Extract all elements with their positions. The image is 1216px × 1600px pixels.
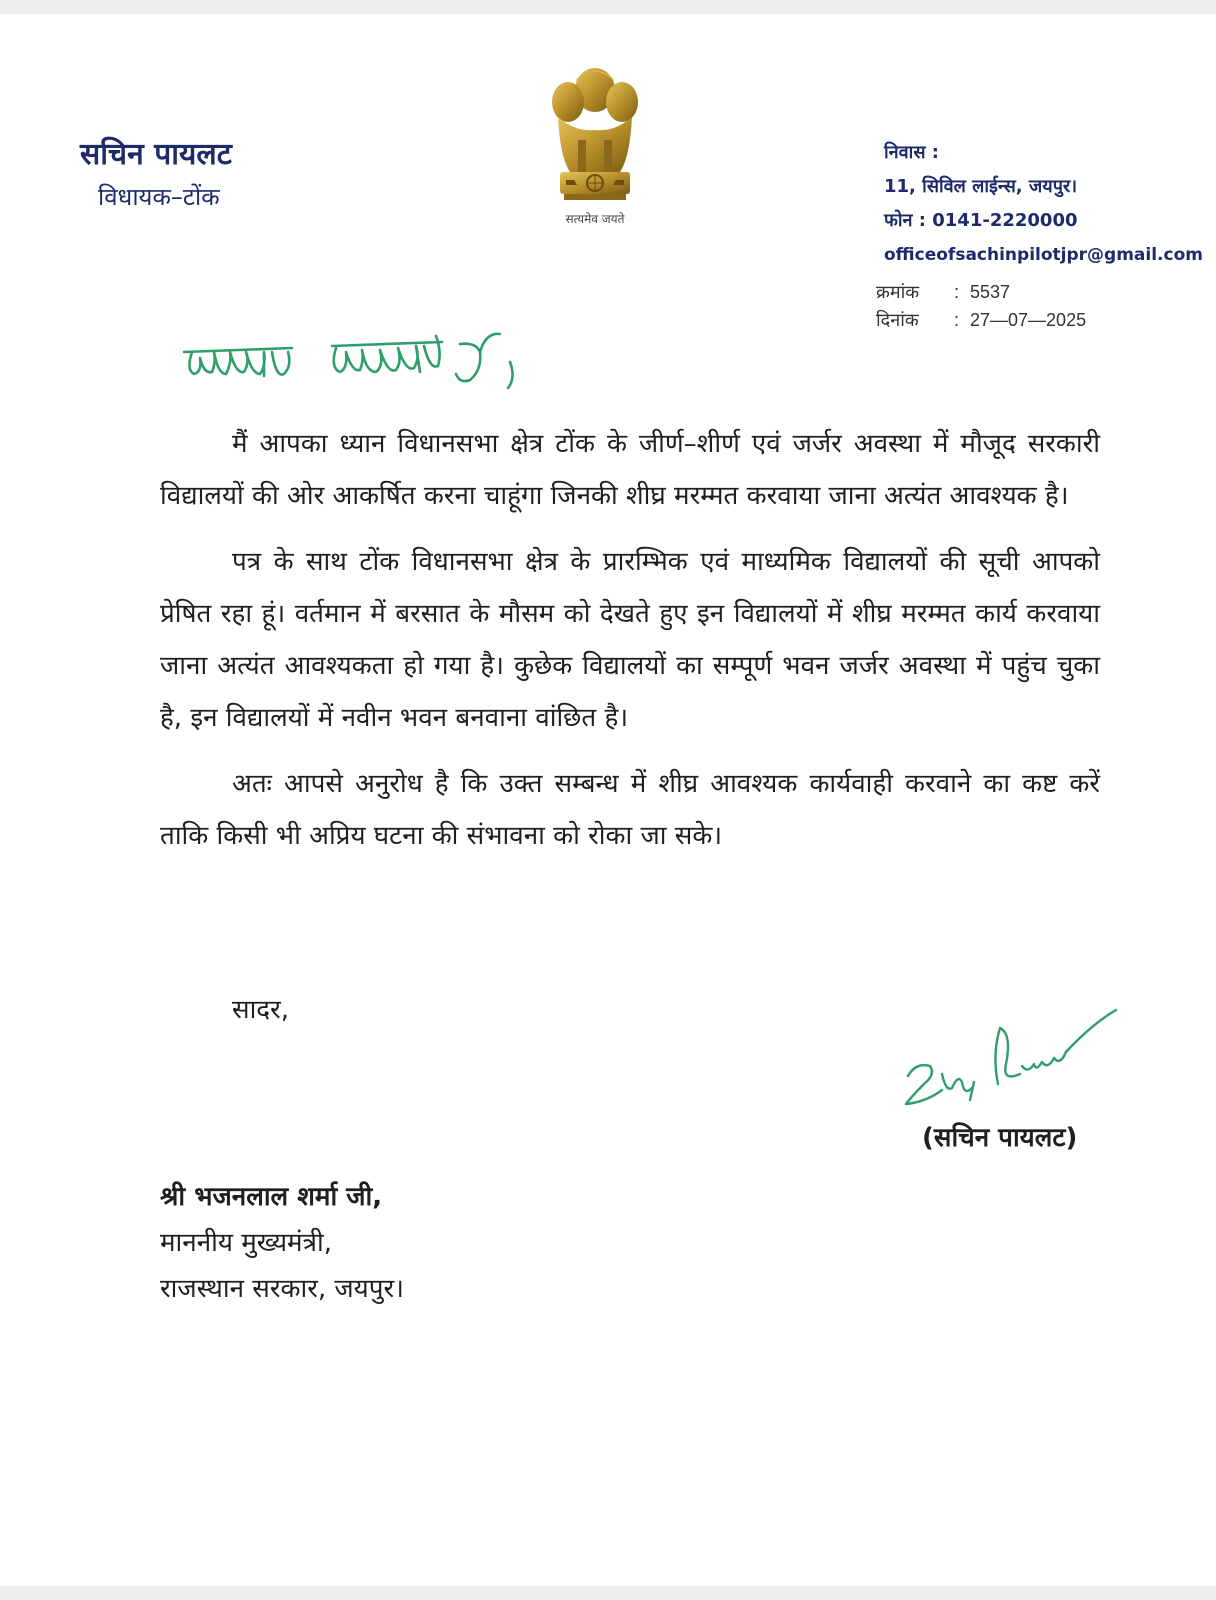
phone: फोन : 0141-2220000 <box>884 210 1078 231</box>
separator: : <box>954 282 960 302</box>
address: 11, सिविल लाईन्स, जयपुर। <box>884 176 1078 197</box>
reference-number-row <box>876 278 1086 306</box>
addressee-block <box>160 1174 404 1312</box>
date-label: दिनांक <box>876 310 919 330</box>
addressee-office: राजस्थान सरकार, जयपुर। <box>160 1274 405 1304</box>
body-paragraph-2: पत्र के साथ टोंक विधानसभा क्षेत्र के प्रारम्भिक एवं माध्यमिक विद्यालयों की सूची आपको प्रेषित रहा हूं। वर्तमान में बरसात के मौसम को देखते हुए इन विद्यालयों में शीघ्र मरम्मत कार्य करवाया जाना अत्यंत आवश्यकता हो गया है। कुछेक विद्यालयों का सम्पूर्ण भवन जर्जर अवस्था में पहुंच चुका है, इन विद्यालयों में नवीन भवन बनवाना वांछित है। <box>160 547 1100 733</box>
reference-number-label: क्रमांक <box>876 282 920 302</box>
handwritten-signature <box>902 1004 1122 1114</box>
sender-name: सचिन पायलट <box>80 137 232 172</box>
email: officeofsachinpilotjpr@gmail.com <box>884 245 1203 265</box>
body-paragraph-1: मैं आपका ध्यान विधानसभा क्षेत्र टोंक के जीर्ण–शीर्ण एवं जर्जर अवस्था में मौजूद सरकारी विद्यालयों की ओर आकर्षित करना चाहूंगा जिनकी शीघ्र मरम्मत करवाया जाना अत्यंत आवश्यक है। <box>160 429 1100 511</box>
signer-name: (सचिन पायलट) <box>922 1123 1078 1153</box>
letter-page <box>0 14 1216 1586</box>
emblem-motto: सत्यमेव जयते <box>565 212 625 226</box>
addressee-designation: माननीय मुख्यमंत्री, <box>160 1228 332 1258</box>
residence-label: निवास : <box>884 142 939 163</box>
separator: : <box>954 310 960 330</box>
reference-block <box>876 278 1086 334</box>
state-emblem-icon <box>540 62 650 222</box>
addressee-name: श्री भजनलाल शर्मा जी, <box>160 1182 383 1212</box>
closing: सादर, <box>232 995 290 1025</box>
sender-title: विधायक–टोंक <box>98 183 220 211</box>
date: 27—07—2025 <box>970 310 1087 330</box>
letter-body <box>160 418 1100 876</box>
body-paragraph-3: अतः आपसे अनुरोध है कि उक्त सम्बन्ध में शीघ्र आवश्यक कार्यवाही करवाने का कष्ट करें ताकि किसी भी अप्रिय घटना की संभावना को रोका जा सके। <box>160 769 1100 851</box>
handwritten-salutation <box>180 322 580 392</box>
contact-block <box>884 136 1203 272</box>
date-row <box>876 306 1086 334</box>
reference-number: 5537 <box>970 282 1011 302</box>
